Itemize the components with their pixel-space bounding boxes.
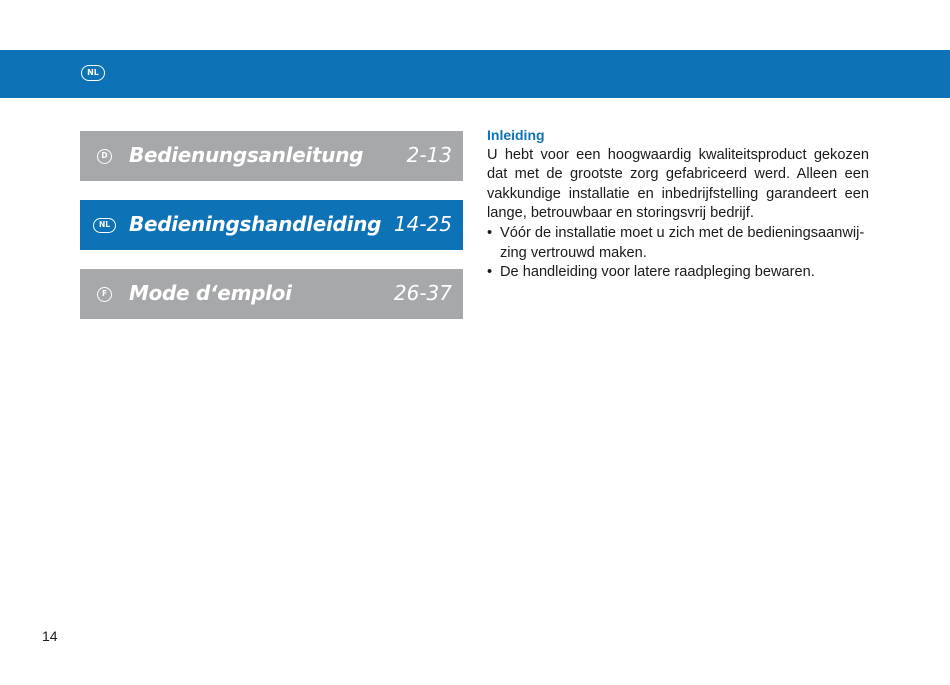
language-badge: D	[97, 149, 112, 164]
language-badge: NL	[81, 65, 105, 81]
language-badge: NL	[93, 218, 116, 233]
toc-title: Bedieningshandleiding	[129, 212, 382, 236]
toc-page-range: 2-13	[406, 143, 452, 167]
toc-entry-german[interactable]	[80, 131, 463, 181]
bullet-text: Vóór de installatie moet u zich met de bedieningsaanwij-zing vertrouwd maken.	[500, 224, 865, 261]
bullet-icon: •	[487, 264, 493, 281]
toc-page-range: 14-25	[393, 212, 452, 236]
toc-title: Bedienungsanleitung	[129, 143, 364, 167]
bullet-text: De handleiding voor latere raadpleging bewaren.	[500, 264, 815, 281]
toc-title: Mode d‘emploi	[129, 281, 292, 305]
bullet-list	[487, 224, 869, 283]
bullet-icon: •	[487, 224, 493, 241]
page-number: 14	[42, 628, 58, 644]
intro-section	[487, 126, 869, 283]
list-item	[487, 263, 869, 283]
toc-page-range: 26-37	[393, 281, 452, 305]
language-badge: F	[97, 287, 112, 302]
toc-entry-french[interactable]	[80, 269, 463, 319]
list-item	[487, 224, 869, 263]
header-band	[0, 50, 950, 98]
intro-paragraph: U hebt voor een hoogwaardig kwaliteitsproduct gekozen dat met de grootste zorg gefabriceerd werd. Alleen een vakkundige installatie en inbedrijfstelling garandeert een lange, betrouwbaar en storingsvrij bedrijf.	[487, 146, 869, 222]
intro-heading: Inleiding	[487, 127, 545, 143]
toc-entry-dutch[interactable]	[80, 200, 463, 250]
